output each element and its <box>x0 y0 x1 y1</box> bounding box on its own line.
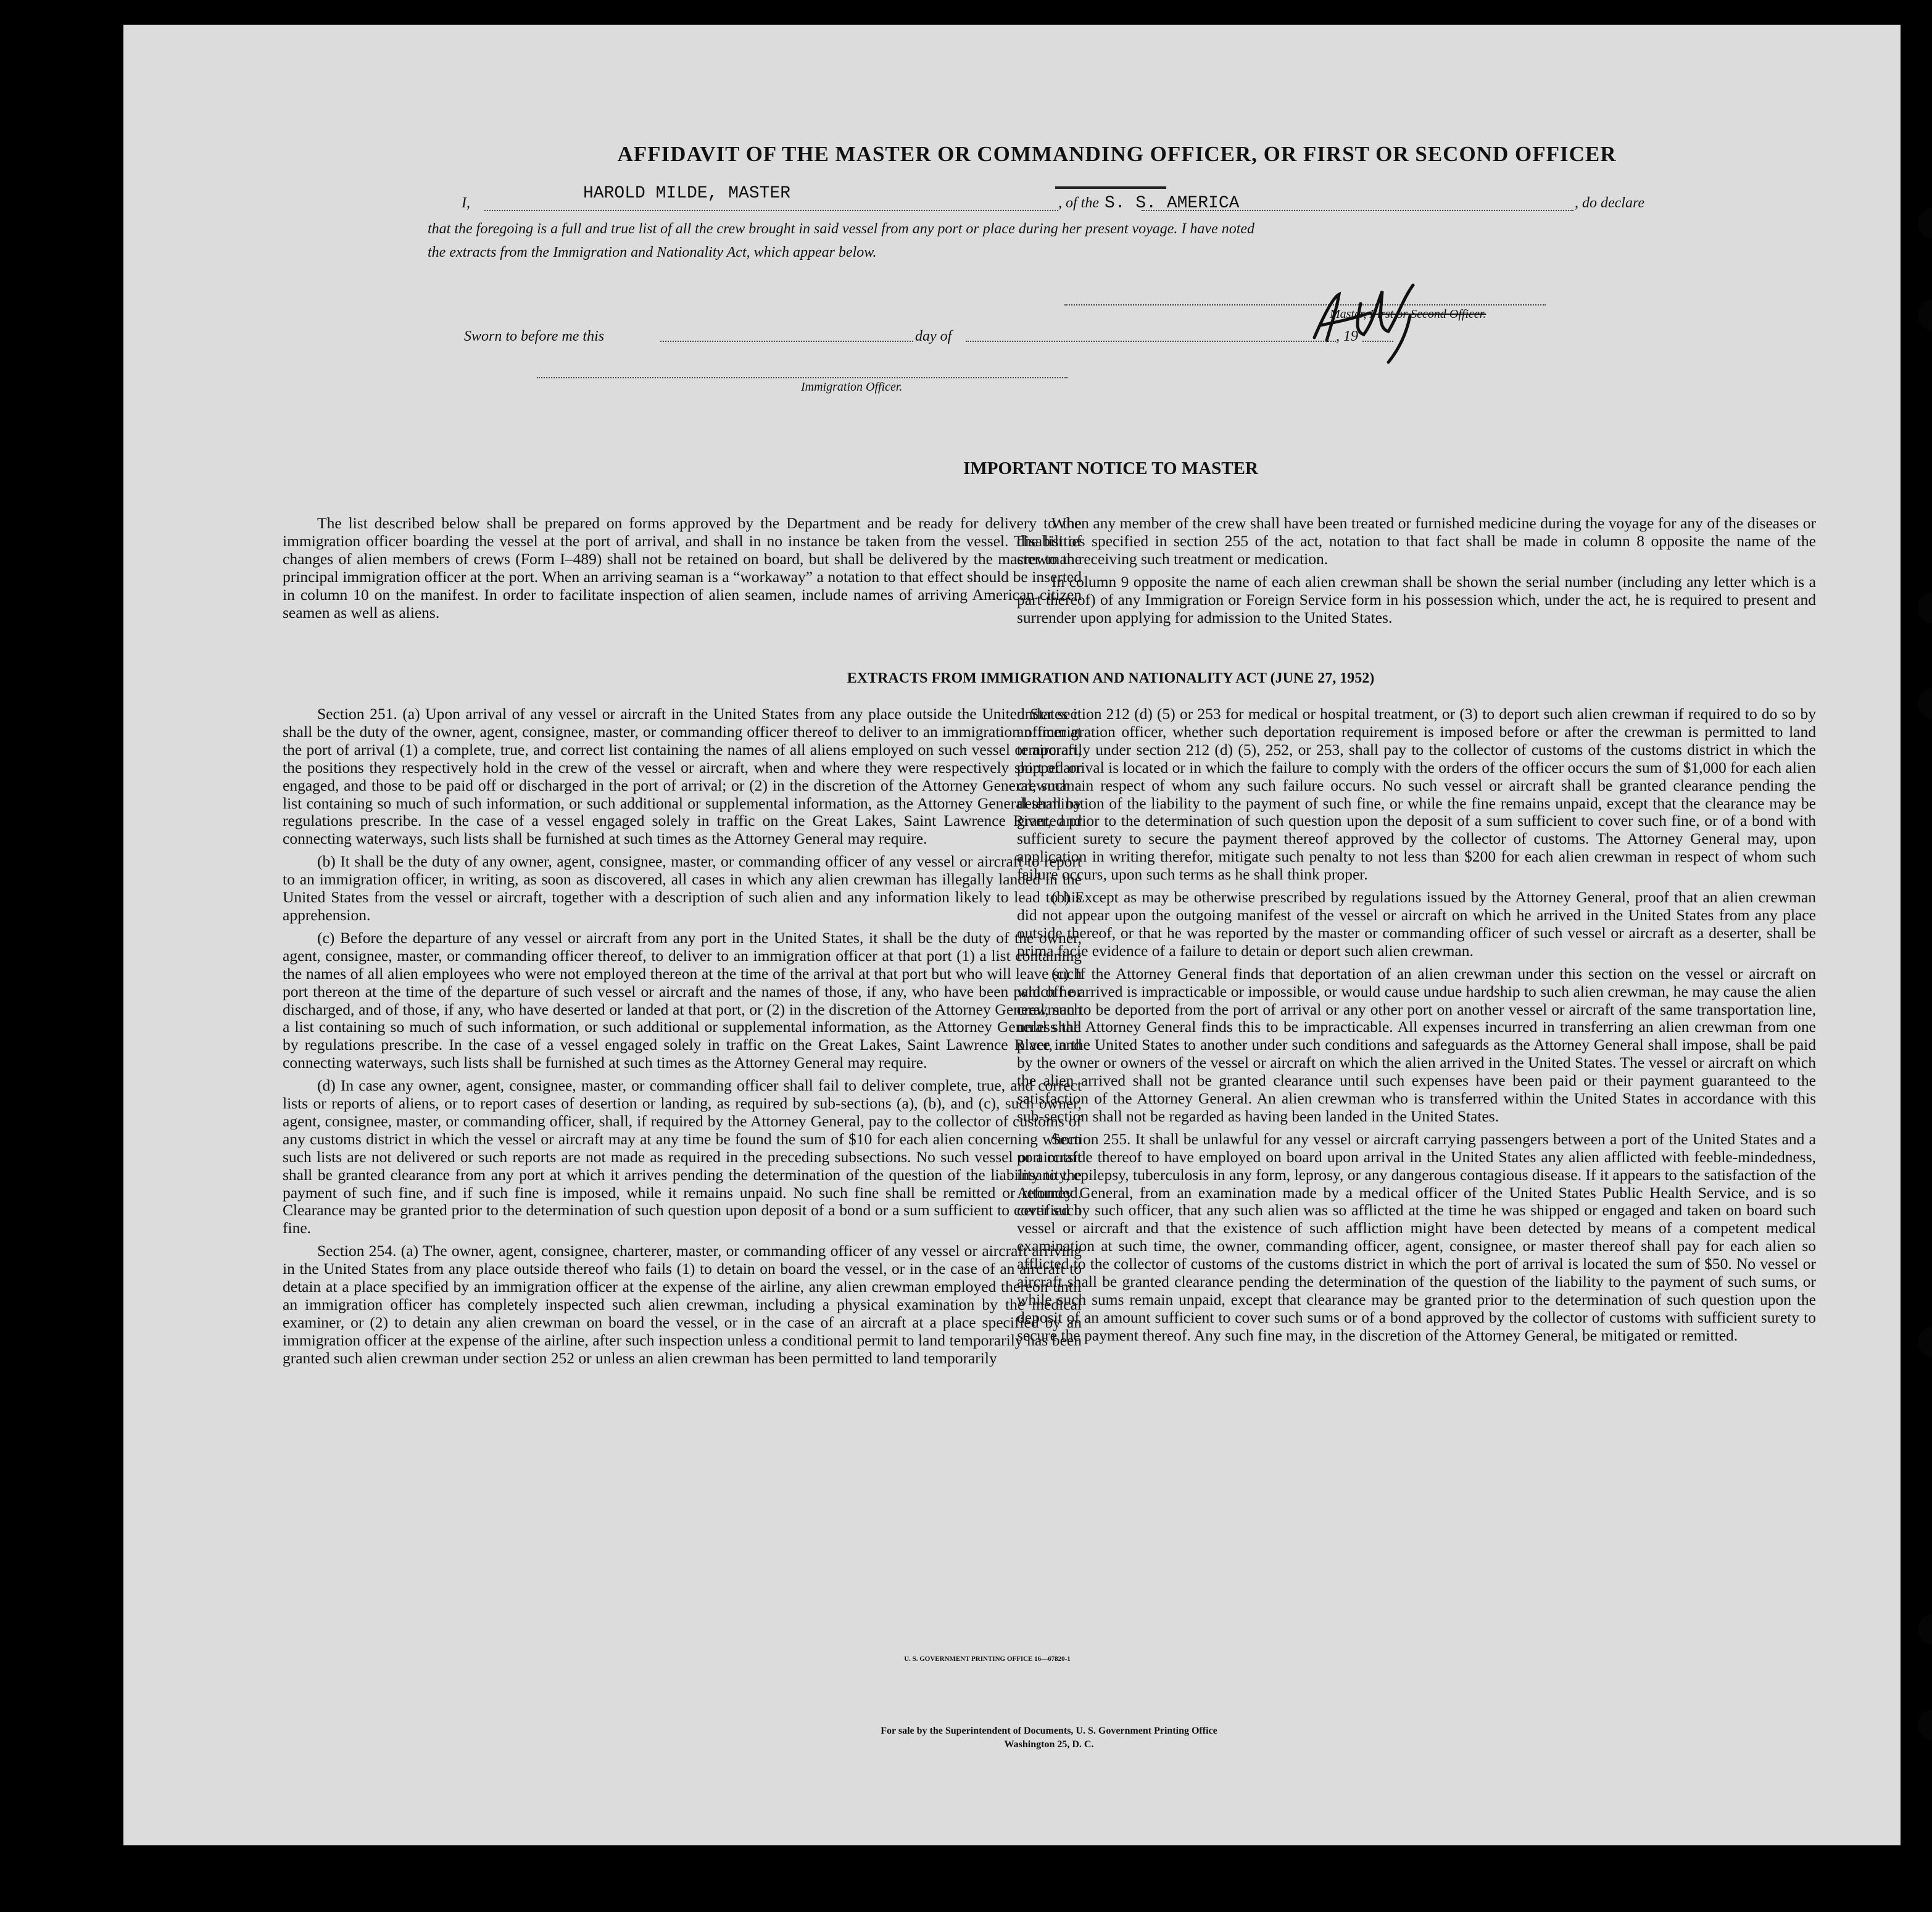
binder-hole <box>1918 208 1932 239</box>
binder-hole <box>1918 688 1932 719</box>
notice-right-paragraph-2: In column 9 opposite the name of each alien crewman shall be shown the serial number (including any letter which is a part thereof) of any Immigration or Foreign Service form in his possession which, under the act, he is required to present and surrender upon applying for admission to the United States. <box>1017 572 1816 626</box>
vessel-name: S. S. AMERICA <box>1105 194 1240 213</box>
notice-right-column <box>1017 515 1816 631</box>
do-declare-label: , do declare <box>1575 195 1645 211</box>
sworn-month-line <box>966 341 1336 342</box>
binder-hole <box>1918 1327 1932 1358</box>
binder-hole <box>1918 1710 1932 1740</box>
binder-hole <box>1918 1614 1932 1645</box>
section-254-a: Section 254. (a) The owner, agent, consignee, charterer, master, or commanding officer of any vessel or aircraft arriving in the United States from any place outside thereof who fails (1) to detain on board the vessel, or in the case of an aircraft to detain at a place specified by an immigration officer at the expense of the airline, any alien crewman employed thereon until an immigration officer has completely inspected such alien crewman, including a physical examination by the medical examiner, or (2) to detain any alien crewman on board the vessel, or in the case of an aircraft at a place specified by an immigration officer at the expense of the airline, after such inspection unless a conditional permit to land temporarily has been granted such alien crewman under section 252 or unless an alien crewman has been permitted to land temporarily <box>283 1242 1082 1367</box>
year-line <box>1362 341 1393 342</box>
section-254-c: (c) If the Attorney General finds that deportation of an alien crewman under this section on the vessel or aircraft on which he arrived is impracticable or impossible, or would cause undue hardship to such alien crewman, he may cause the alien crewman to be deported from the port of arrival or any other port on another vessel or aircraft of the same transportation line, unless the Attorney General finds this to be impracticable. All expenses incurred in transferring an alien crewman from one place in the United States to another under such conditions and safeguards as the Attorney General shall impose, shall be paid by the owner or owners of the vessel or aircraft on which the alien arrived in the United States. The vessel or aircraft on which the alien arrived shall not be granted clearance until such expenses have been paid or their payment guaranteed to the satisfaction of the Attorney General. An alien crewman who is transferred within the United States in accordance with this sub-section shall not be regarded as having been landed in the United States. <box>1017 964 1816 1125</box>
signer-prefix: Master, <box>1330 307 1367 321</box>
affidavit-line3: the extracts from the Immigration and Nationality Act, which appear below. <box>428 244 877 260</box>
printer-imprint: U. S. GOVERNMENT PRINTING OFFICE 16—67820-1 <box>904 1655 1071 1663</box>
sale-notice-line-1: For sale by the Superintendent of Documents, U. S. Government Printing Office <box>881 1726 1217 1736</box>
officer-label: Immigration Officer. <box>801 380 903 394</box>
signer-title <box>1330 307 1486 322</box>
section-251-c: (c) Before the departure of any vessel or aircraft from any port in the United States, it shall be the duty of the owner, agent, consignee, master, or commanding officer thereof, to deliver to an immigration officer at that port (1) a list containing the names of all alien employees who were not employed thereon at the time of the arrival at that port but who will leave such port thereon at the time of the departure of such vessel or aircraft and the names of those, if any, who have been paid off or discharged, and of those, if any, who have deserted or landed at that port, or (2) in the discretion of the Attorney General, such a list containing so much of such information, or such additional or supplemental information, as the Attorney General shall by regulations prescribe. In the case of a vessel engaged solely in traffic on the Great Lakes, Saint Lawrence River, and connecting waterways, such lists shall be furnished at such times as the Attorney General may require. <box>283 928 1082 1072</box>
section-254-a-continued: under section 212 (d) (5) or 253 for medical or hospital treatment, or (3) to deport such alien crewman if required to do so by an immigration officer, whether such deportation requirement is imposed before or after the crewman is permitted to land temporarily under section 212 (d) (5), 252, or 253, shall pay to the collector of customs of the customs district in which the port of arrival is located or in which the failure to comply with the orders of the officer occurs the sum of $1,000 for each alien crewman in respect of whom any such failure occurs. No such vessel or aircraft shall be granted clearance pending the determination of the liability to the payment of such fine, or while the fine remains unpaid, except that the clearance may be granted prior to the determination of such question upon the deposit of a sum sufficient to cover such fine, or of a bond with sufficient surety to secure the payment thereof approved by the collector of customs. The Attorney General may, upon application in writing therefor, mitigate such penalty to not less than $200 for each alien crewman in respect of whom such failure occurs, upon such terms as he shall think proper. <box>1017 705 1816 884</box>
notice-left-column <box>283 515 1082 626</box>
extracts-title: EXTRACTS FROM IMMIGRATION AND NATIONALITY ACT (JUNE 27, 1952) <box>847 670 1375 686</box>
master-name: HAROLD MILDE, MASTER <box>583 184 791 203</box>
section-251-b: (b) It shall be the duty of any owner, agent, consignee, master, or commanding officer of any vessel or aircraft to report to an immigration officer, in writing, as soon as discovered, all cases in which any alien crewman has illegally landed in the United States from the vessel or aircraft, together with a description of such alien and any information likely to lead to his apprehension. <box>283 852 1082 924</box>
officer-line <box>537 377 1068 378</box>
signer-struck: First or Second Officer. <box>1369 307 1486 321</box>
document-page <box>123 25 1901 1845</box>
sale-notice-line-2: Washington 25, D. C. <box>1004 1739 1094 1750</box>
affidavit-title: AFFIDAVIT OF THE MASTER OR COMMANDING OFFICER, OR FIRST OR SECOND OFFICER <box>617 142 1617 166</box>
notice-left-paragraph: The list described below shall be prepared on forms approved by the Department and be ready for delivery to the immigration officer boarding the vessel at the port of arrival, and shall in no instance be taken from the vessel. The list of changes of alien members of crews (Form I–489) shall not be retained on board, but shall be delivered by the master to the principal immigration officer at the port. When an arriving seaman is a “workaway” a notation to that effect should be inserted in column 10 on the manifest. In order to facilitate inspection of alien seamen, include names of arriving American citizen seamen as well as aliens. <box>283 514 1082 621</box>
binder-hole <box>1918 300 1932 331</box>
binder-hole <box>1918 592 1932 623</box>
i-label: I, <box>462 195 470 211</box>
handwritten-signature <box>1302 279 1450 365</box>
day-of-label: day of <box>915 328 952 344</box>
title-rule <box>1055 186 1166 189</box>
section-251-a: Section 251. (a) Upon arrival of any vessel or aircraft in the United States from any place outside the United States it shall be the duty of the owner, agent, consignee, master, or commanding officer thereof to deliver to an immigration officer at the port of arrival (1) a complete, true, and correct list containing the names of all aliens employed on such vessel or aircraft, the positions they respectively hold in the crew of the vessel or aircraft, when and where they were respectively shipped or engaged, and those to be paid off or discharged in the port of arrival; or (2) in the discretion of the Attorney General, such a list containing so much of such information, or such additional or supplemental information, as the Attorney General shall by regulations prescribe. In the case of a vessel engaged solely in traffic on the Great Lakes, Saint Lawrence River, and connecting waterways, such lists shall be furnished at such times as the Attorney General may require. <box>283 705 1082 848</box>
sworn-day-line <box>660 341 913 342</box>
extracts-right-column <box>1017 705 1816 1350</box>
notice-title: IMPORTANT NOTICE TO MASTER <box>963 459 1258 478</box>
affidavit-line2: that the foregoing is a full and true list of all the crew brought in said vessel from any port or place during her present voyage. I have noted <box>428 221 1255 237</box>
extracts-left-column <box>283 705 1082 1373</box>
notice-right-paragraph-1: When any member of the crew shall have been treated or furnished medicine during the voyage for any of the diseases or disabilities specified in section 255 of the act, notation to that fact shall be made in column 8 opposite the name of the crewman receiving such treatment or medication. <box>1017 514 1816 568</box>
of-the-label: , of the <box>1058 195 1099 211</box>
section-254-b: (b) Except as may be otherwise prescribed by regulations issued by the Attorney General, proof that an alien crewman did not appear upon the outgoing manifest of the vessel or aircraft on which he arrived in the United States from any place outside thereof, or that he was reported by the master or commanding officer of such vessel or aircraft as a deserter, shall be prima facie evidence of a failure to detain or deport such alien crewman. <box>1017 888 1816 960</box>
sworn-label: Sworn to before me this <box>464 328 605 344</box>
section-255: Section 255. It shall be unlawful for any vessel or aircraft carrying passengers between a port of the United States and a port outside thereof to have employed on board upon arrival in the United States any alien afflicted with feeble-mindedness, insanity, epilepsy, tuberculosis in any form, leprosy, or any dangerous contagious disease. If it appears to the satisfaction of the Attorney General, from an examination made by a medical officer of the United States Public Health Service, and is so certified by such officer, that any such alien was so afflicted at the time he was shipped or engaged and taken on board such vessel or aircraft and that the existence of such affliction might have been detected by means of a competent medical examination at such time, the owner, commanding officer, agent, consignee, or master thereof shall pay for each alien so afflicted to the collector of customs of the customs district in which the port of arrival is located the sum of $50. No vessel or aircraft shall be granted clearance pending the determination of the question of the liability to the payment of such sums, or while such sums remain unpaid, except that clearance may be granted prior to the determination of such question upon the deposit of an amount sufficient to cover such sums or of a bond approved by the collector of customs with sufficient surety to secure the payment thereof. Any such fine may, in the discretion of the Attorney General, be mitigated or remitted. <box>1017 1129 1816 1344</box>
name-line <box>484 210 1058 211</box>
section-251-d: (d) In case any owner, agent, consignee, master, or commanding officer shall fail to deliver complete, true, and correct lists or reports of aliens, or to report cases of desertion or landing, as required by sub-sections (a), (b), and (c), such owner, agent, consignee, master, or commanding officer, shall, if required by the Attorney General, pay to the collector of customs of any customs district in which the vessel or aircraft may at any time be found the sum of $10 for each alien concerning whom such lists are not delivered or such reports are not made as required in the preceding subsections. No such vessel or aircraft shall be granted clearance from any port at which it arrives pending the determination of the question of the liability to the payment of such fine, and if such fine is imposed, while it remains unpaid. No such fine shall be remitted or refunded. Clearance may be granted prior to the determination of such question upon deposit of a bond or a sum sufficient to cover such fine. <box>283 1076 1082 1237</box>
year-label: , 19 <box>1336 328 1358 344</box>
